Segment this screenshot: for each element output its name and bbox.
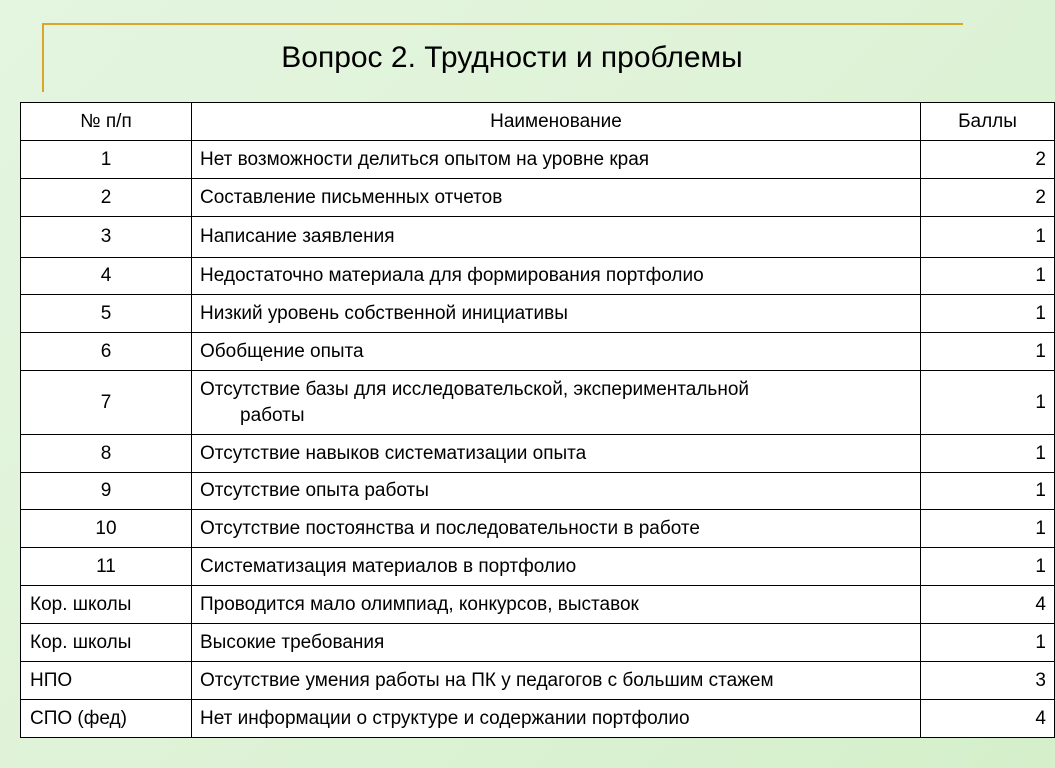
row-number: СПО (фед) [21, 700, 192, 738]
header-name: Наименование [192, 103, 921, 141]
row-name: Составление письменных отчетов [192, 179, 921, 217]
problems-table [20, 102, 1055, 738]
table-row [21, 586, 1055, 624]
row-score: 1 [921, 435, 1055, 473]
row-score: 1 [921, 371, 1055, 435]
table-row [21, 624, 1055, 662]
row-name: Высокие требования [192, 624, 921, 662]
table-row [21, 333, 1055, 371]
row-name [192, 371, 921, 435]
table-row [21, 510, 1055, 548]
row-score: 1 [921, 217, 1055, 258]
row-number: 3 [21, 217, 192, 258]
row-number: 4 [21, 258, 192, 295]
row-number: 9 [21, 473, 192, 510]
row-name: Проводится мало олимпиад, конкурсов, выставок [192, 586, 921, 624]
row-score: 1 [921, 624, 1055, 662]
row-number: 7 [21, 371, 192, 435]
table-row [21, 548, 1055, 586]
row-name: Нет возможности делиться опытом на уровне края [192, 141, 921, 179]
table-row [21, 700, 1055, 738]
row-score: 3 [921, 662, 1055, 700]
row-number: 6 [21, 333, 192, 371]
table-row [21, 473, 1055, 510]
row-score: 2 [921, 141, 1055, 179]
row-number: 5 [21, 295, 192, 333]
row-score: 1 [921, 473, 1055, 510]
row-score: 1 [921, 548, 1055, 586]
row-number: 11 [21, 548, 192, 586]
table-row [21, 217, 1055, 258]
row-name-line-2: работы [240, 404, 305, 426]
table-header-row [21, 103, 1055, 141]
table-row [21, 371, 1055, 435]
table-row [21, 179, 1055, 217]
table-row [21, 662, 1055, 700]
row-name: Написание заявления [192, 217, 921, 258]
table-row [21, 141, 1055, 179]
row-name-line-1: Отсутствие базы для исследовательской, экспериментальной [200, 378, 749, 400]
row-name: Обобщение опыта [192, 333, 921, 371]
row-number: Кор. школы [21, 586, 192, 624]
row-score: 1 [921, 258, 1055, 295]
row-number: НПО [21, 662, 192, 700]
row-number: 10 [21, 510, 192, 548]
row-score: 4 [921, 700, 1055, 738]
row-name: Недостаточно материала для формирования портфолио [192, 258, 921, 295]
row-name: Отсутствие навыков систематизации опыта [192, 435, 921, 473]
header-score: Баллы [921, 103, 1055, 141]
row-number: 2 [21, 179, 192, 217]
row-score: 1 [921, 333, 1055, 371]
table-row [21, 258, 1055, 295]
row-score: 2 [921, 179, 1055, 217]
page-title: Вопрос 2. Трудности и проблемы [281, 41, 743, 74]
frame-top-line [42, 23, 963, 25]
row-score: 1 [921, 510, 1055, 548]
row-score: 4 [921, 586, 1055, 624]
row-name: Низкий уровень собственной инициативы [192, 295, 921, 333]
row-score: 1 [921, 295, 1055, 333]
row-name: Отсутствие умения работы на ПК у педагогов с большим стажем [192, 662, 921, 700]
row-name: Систематизация материалов в портфолио [192, 548, 921, 586]
header-number: № п/п [21, 103, 192, 141]
row-name: Нет информации о структуре и содержании портфолио [192, 700, 921, 738]
row-number: 8 [21, 435, 192, 473]
row-number: Кор. школы [21, 624, 192, 662]
row-number: 1 [21, 141, 192, 179]
row-name: Отсутствие опыта работы [192, 473, 921, 510]
table-row [21, 295, 1055, 333]
table-row [21, 435, 1055, 473]
row-name: Отсутствие постоянства и последовательности в работе [192, 510, 921, 548]
